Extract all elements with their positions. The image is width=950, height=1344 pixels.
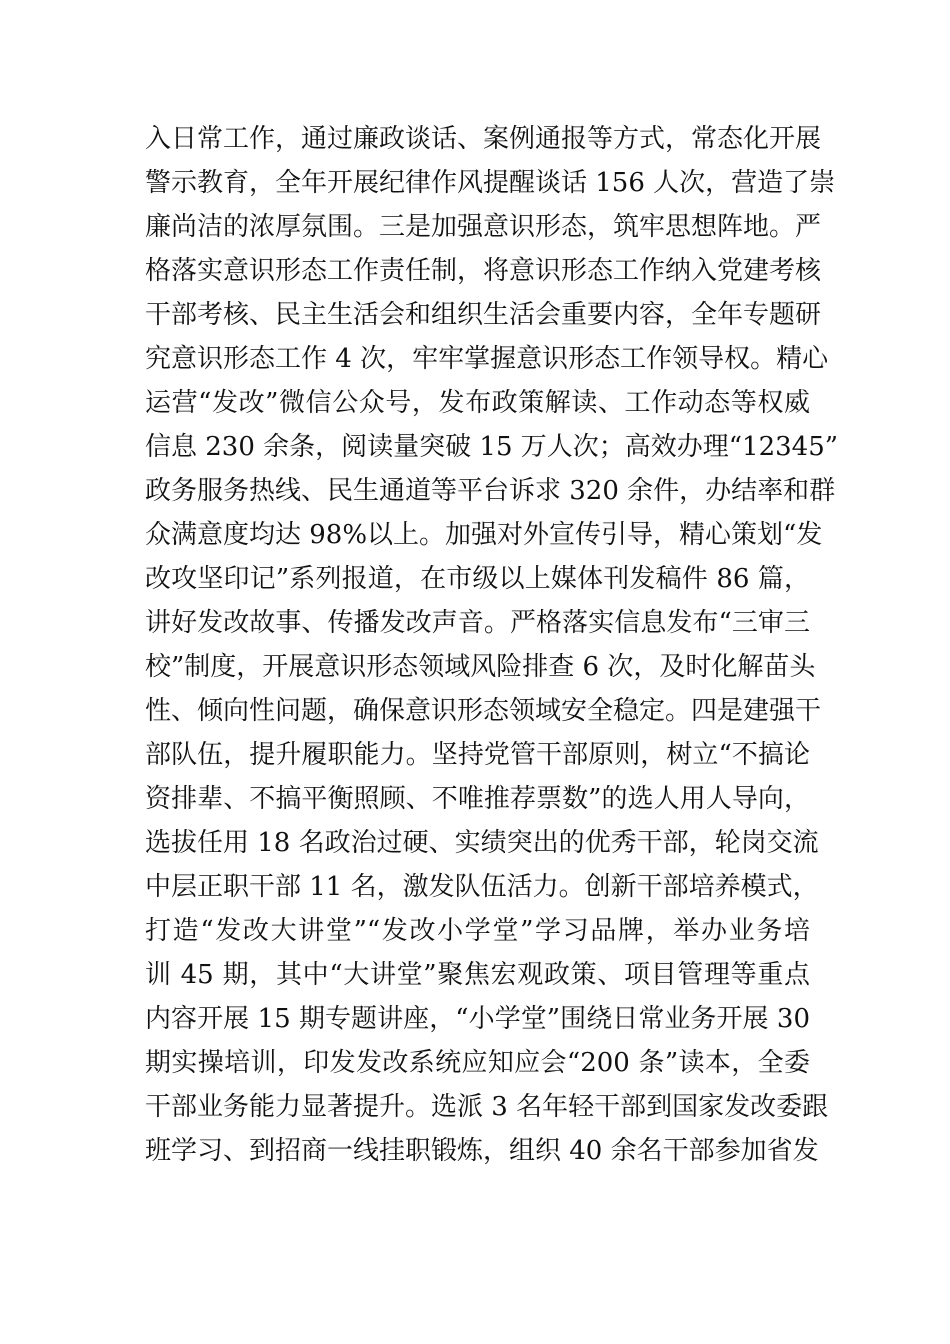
text-line: 部队伍，提升履职能力。坚持党管干部原则，树立“不搞论 xyxy=(145,740,810,770)
text-line: 改攻坚印记”系列报道，在市级以上媒体刊发稿件 86 篇， xyxy=(145,564,810,594)
text-line: 性、倾向性问题，确保意识形态领域安全稳定。四是建强干 xyxy=(145,696,822,726)
text-line: 格落实意识形态工作责任制，将意识形态工作纳入党建考核 xyxy=(145,256,822,286)
text-line: 干部考核、民主生活会和组织生活会重要内容，全年专题研 xyxy=(145,300,822,330)
text-line: 选拔任用 18 名政治过硬、实绩突出的优秀干部，轮岗交流 xyxy=(145,828,819,858)
text-line: 班学习、到招商一线挂职锻炼，组织 40 余名干部参加省发 xyxy=(145,1136,819,1166)
text-line: 内容开展 15 期专题讲座，“小学堂”围绕日常业务开展 30 xyxy=(145,1004,810,1034)
text-line: 打造“发改大讲堂”“发改小学堂”学习品牌，举办业务培 xyxy=(145,916,810,946)
text-line: 校”制度，开展意识形态领域风险排查 6 次，及时化解苗头 xyxy=(145,652,816,682)
text-line: 究意识形态工作 4 次，牢牢掌握意识形态工作领导权。精心 xyxy=(145,344,829,374)
text-line: 资排辈、不搞平衡照顾、不唯推荐票数”的选人用人导向， xyxy=(145,784,810,814)
text-line: 入日常工作，通过廉政谈话、案例通报等方式，常态化开展 xyxy=(145,124,822,154)
text-line: 中层正职干部 11 名，激发队伍活力。创新干部培养模式， xyxy=(145,872,819,902)
text-line: 期实操培训，印发发改系统应知应会“200 条”读本，全委 xyxy=(145,1048,810,1078)
text-line: 政务服务热线、民生通道等平台诉求 320 余件，办结率和群 xyxy=(145,476,836,506)
text-line: 众满意度均达 98%以上。加强对外宣传引导，精心策划“发 xyxy=(145,520,823,550)
text-line: 廉尚洁的浓厚氛围。三是加强意识形态，筑牢思想阵地。严 xyxy=(145,212,822,242)
text-line: 信息 230 余条，阅读量突破 15 万人次；高效办理“12345” xyxy=(145,432,839,462)
text-line: 运营“发改”微信公众号，发布政策解读、工作动态等权威 xyxy=(145,388,810,418)
text-line: 训 45 期，其中“大讲堂”聚焦宏观政策、项目管理等重点 xyxy=(145,960,810,990)
body-text xyxy=(145,117,839,1173)
text-line: 干部业务能力显著提升。选派 3 名年轻干部到国家发改委跟 xyxy=(145,1092,829,1122)
text-line: 讲好发改故事、传播发改声音。严格落实信息发布“三审三 xyxy=(145,608,810,638)
text-line: 警示教育，全年开展纪律作风提醒谈话 156 人次，营造了崇 xyxy=(145,168,836,198)
